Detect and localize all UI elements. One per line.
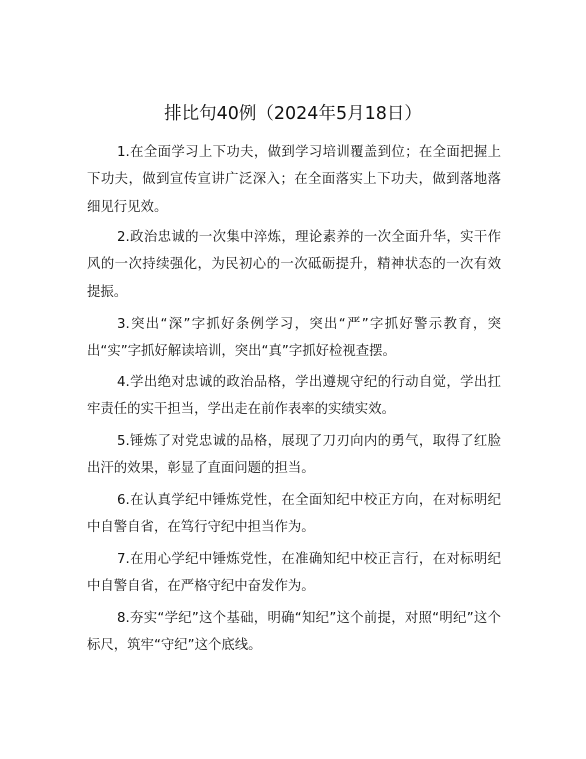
paragraph-item-8: 8.夯实“学纪”这个基础，明确“知纪”这个前提，对照“明纪”这个标尺，筑牢“守纪”这个底线。 (87, 611, 501, 654)
document-title: 排比句40例（2024年5月18日） (164, 104, 422, 124)
paragraph-item-3: 3.突出“深”字抓好条例学习，突出“严”字抓好警示教育，突出“实”字抓好解读培训，突出“真”字抓好检视查摆。 (87, 317, 501, 360)
paragraph-item-5: 5.锤炼了对党忠诚的品格，展现了刀刃向内的勇气，取得了红脸出汗的效果，彰显了直面问题的担当。 (87, 434, 501, 477)
paragraph-item-7: 7.在用心学纪中锤炼党性，在准确知纪中校正言行，在对标明纪中自警自省，在严格守纪中奋发作为。 (87, 552, 501, 595)
paragraph-item-1: 1.在全面学习上下功夫，做到学习培训覆盖到位；在全面把握上下功夫，做到宣传宣讲广泛深入；在全面落实上下功夫，做到落地落细见行见效。 (87, 145, 501, 215)
paragraph-item-4: 4.学出绝对忠诚的政治品格，学出遵规守纪的行动自觉，学出扛牢责任的实干担当，学出走在前作表率的实绩实效。 (87, 375, 501, 418)
paragraph-item-2: 2.政治忠诚的一次集中淬炼，理论素养的一次全面升华，实干作风的一次持续强化，为民初心的一次砥砺提升，精神状态的一次有效提振。 (87, 230, 501, 300)
paragraph-item-6: 6.在认真学纪中锤炼党性，在全面知纪中校正方向，在对标明纪中自警自省，在笃行守纪中担当作为。 (87, 493, 501, 536)
